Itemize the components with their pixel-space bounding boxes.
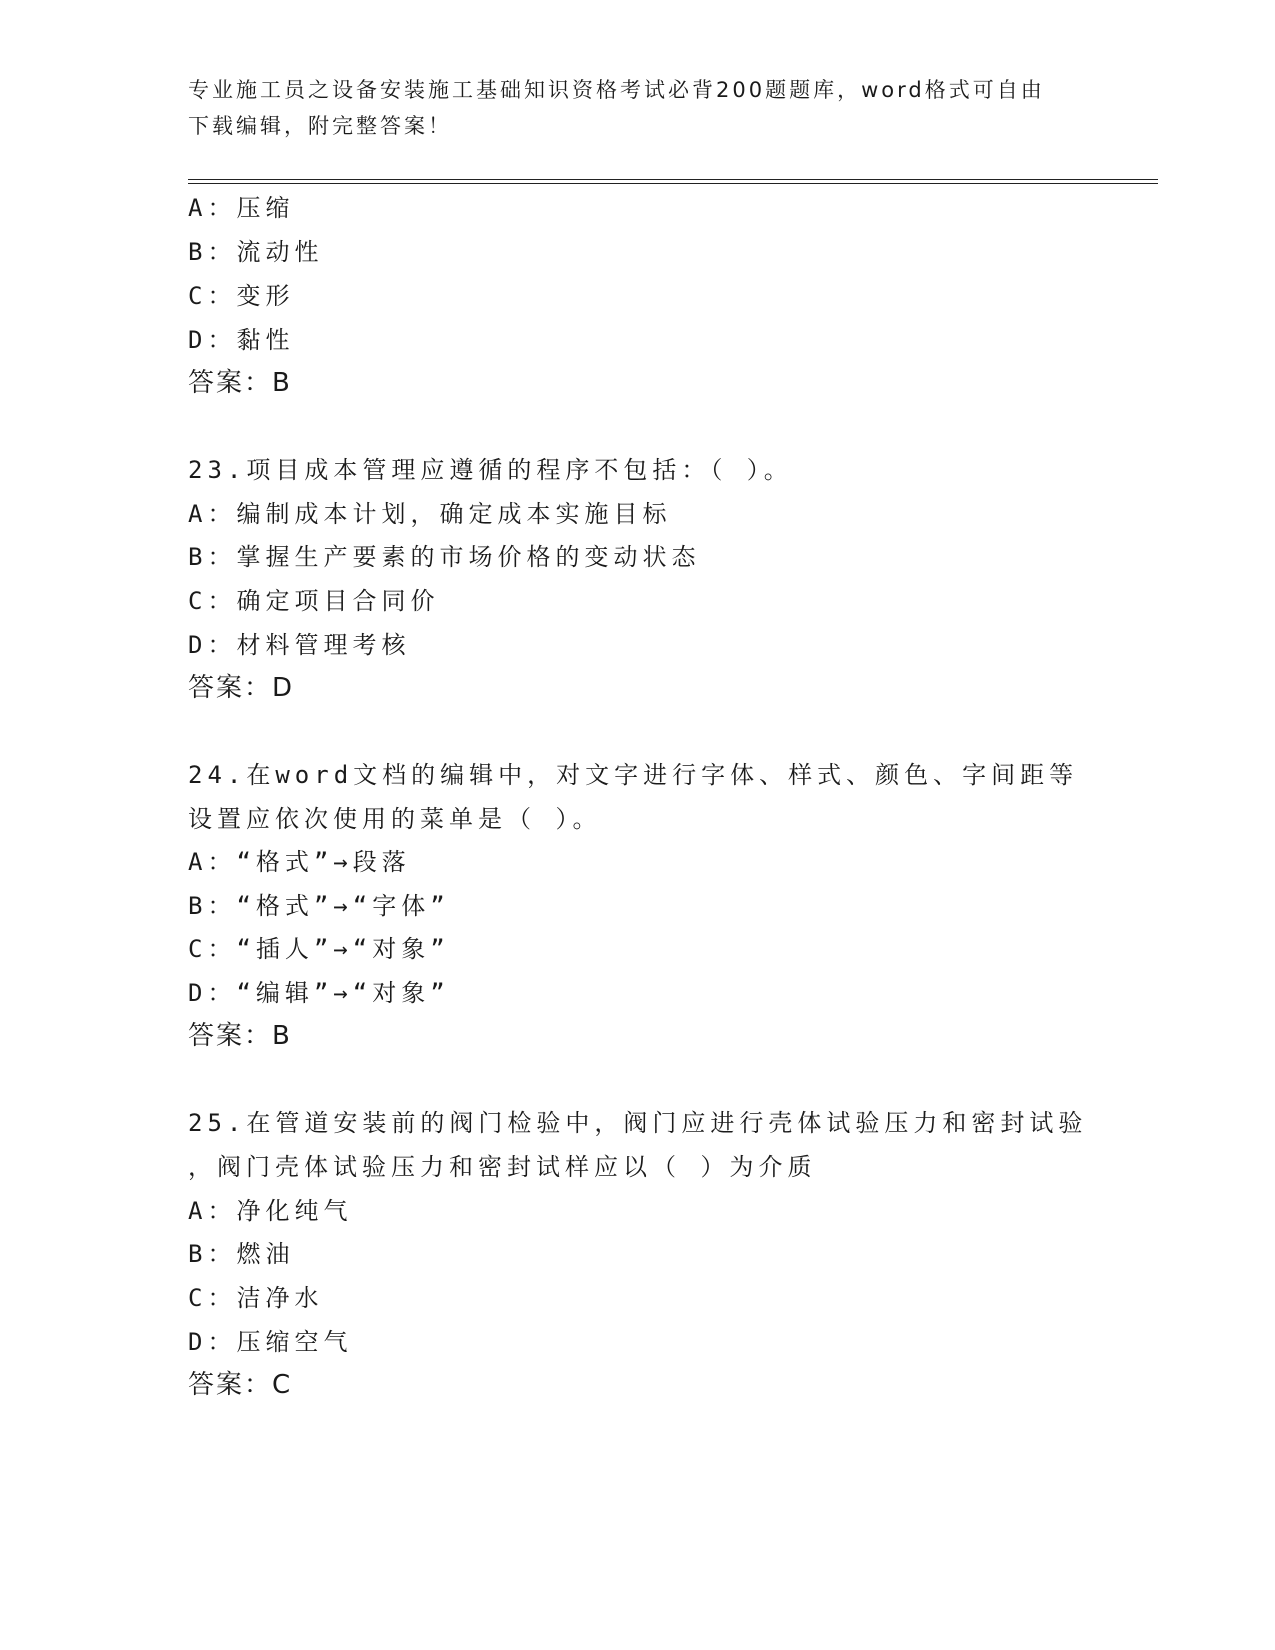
q23-option-d: D：材料管理考核 xyxy=(188,631,411,659)
q25-question-line-1: 25.在管道安装前的阀门检验中，阀门应进行壳体试验压力和密封试验 xyxy=(188,1109,1088,1137)
q22-answer: 答案：B xyxy=(188,368,292,398)
header-rule-bottom xyxy=(188,183,1158,184)
q24-option-d: D：“编辑”→“对象” xyxy=(188,979,450,1007)
q25-option-b: B：燃油 xyxy=(188,1240,295,1268)
q22-option-a: A：压缩 xyxy=(188,194,295,222)
q23-answer: 答案：D xyxy=(188,673,295,703)
header-rule-top xyxy=(188,179,1158,180)
header-line-1: 专业施工员之设备安装施工基础知识资格考试必背200题题库，word格式可自由 xyxy=(188,78,1045,102)
q23-option-b: B：掌握生产要素的市场价格的变动状态 xyxy=(188,543,701,571)
q24-question-line-2: 设置应依次使用的菜单是（ ）。 xyxy=(188,805,602,833)
q24-question-line-1: 24.在word文档的编辑中，对文字进行字体、样式、颜色、字间距等 xyxy=(188,761,1079,789)
q24-answer: 答案：B xyxy=(188,1021,292,1051)
q24-option-a: A：“格式”→段落 xyxy=(188,848,411,876)
q22-option-d: D：黏性 xyxy=(188,326,295,354)
q23-option-c: C：确定项目合同价 xyxy=(188,587,440,615)
q22-option-c: C：变形 xyxy=(188,282,295,310)
document-header xyxy=(188,72,1088,144)
q22-option-b: B：流动性 xyxy=(188,238,324,266)
header-line-2: 下载编辑，附完整答案！ xyxy=(188,114,452,138)
q25-option-d: D：压缩空气 xyxy=(188,1328,353,1356)
q24-option-c: C：“插人”→“对象” xyxy=(188,935,450,963)
q24-option-b: B：“格式”→“字体” xyxy=(188,892,450,920)
q25-answer: 答案：C xyxy=(188,1370,293,1400)
q25-option-c: C：洁净水 xyxy=(188,1284,324,1312)
q25-option-a: A：净化纯气 xyxy=(188,1197,353,1225)
q23-question: 23.项目成本管理应遵循的程序不包括：（ ）。 xyxy=(188,456,793,484)
q25-question-line-2: ，阀门壳体试验压力和密封试样应以（ ）为介质 xyxy=(188,1153,817,1181)
q23-option-a: A：编制成本计划，确定成本实施目标 xyxy=(188,500,672,528)
